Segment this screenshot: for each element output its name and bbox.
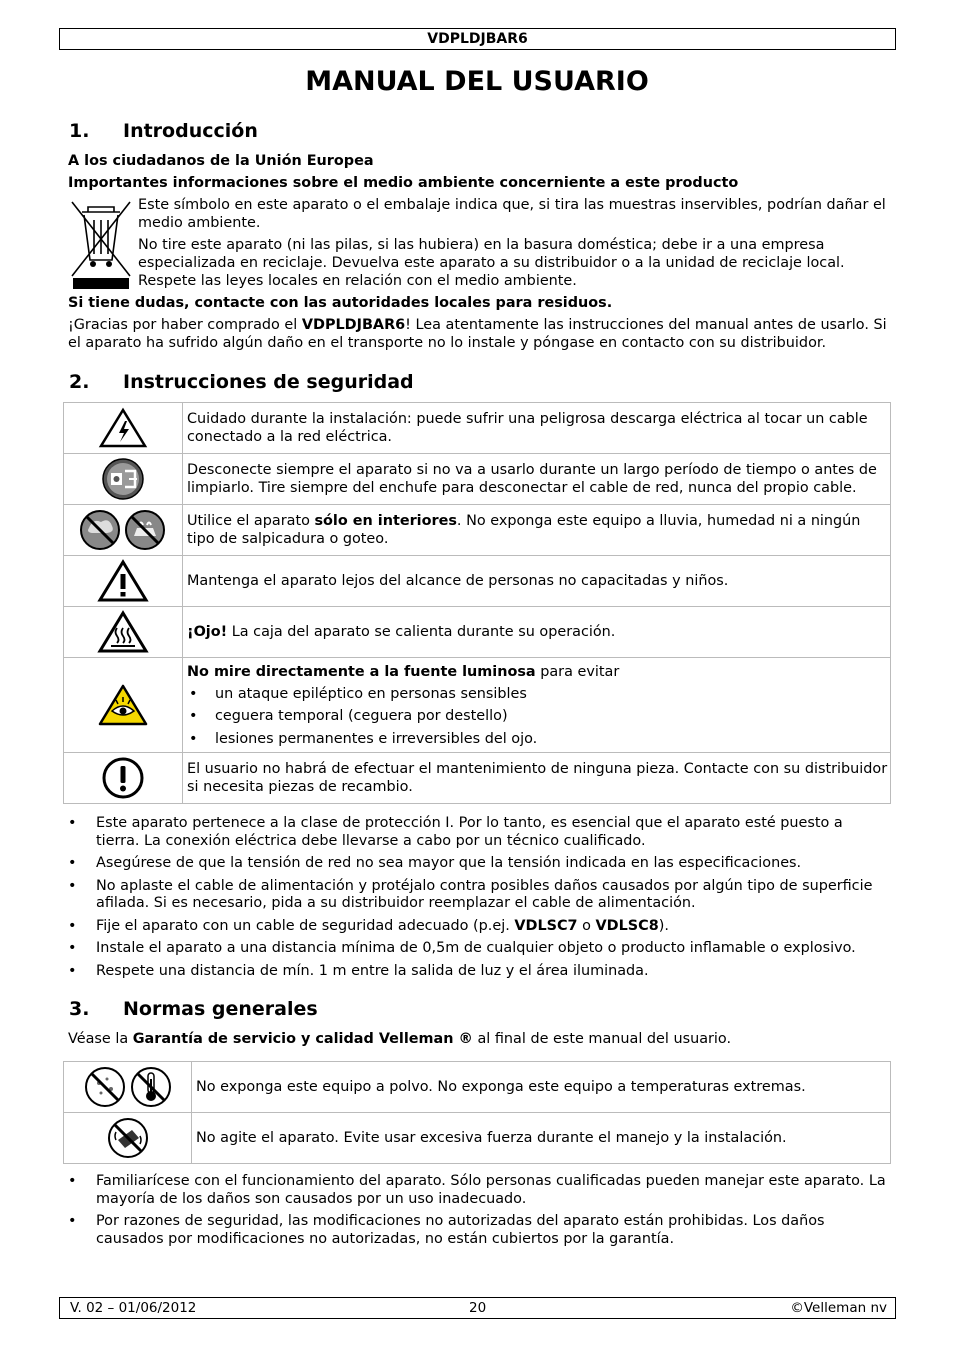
- general-bullet-list: [68, 1173, 888, 1253]
- env-paragraph-2: No tire este aparato (ni las pilas, si las hubiera) en la basura doméstica; debe ir a una empresa especializada en reciclaje. Devuelva este aparato a su distribuidor o a la unidad de reciclaje local. Respete las leyes locales en relación con el medio ambiente.: [138, 237, 845, 289]
- list-item: • Instale el aparato a una distancia mínima de 0,5m de cualquier objeto o producto inflamable o explosivo.: [68, 940, 888, 958]
- rules-row: No agite el aparato. Evite usar excesiva fuerza durante el manejo y la instalación.: [64, 1113, 891, 1164]
- list-item: • Por razones de seguridad, las modificaciones no autorizadas del aparato están prohibidas. Los daños causados por modificaciones no autorizadas, no están cubiertos por la garantía.: [68, 1213, 888, 1248]
- eye-risk-list: [187, 685, 890, 748]
- no-dust-temperature-icon: [64, 1062, 192, 1113]
- indoor-only-icon: [64, 505, 183, 556]
- page-footer: [59, 1297, 896, 1319]
- no-shaking-icon: [64, 1113, 192, 1164]
- safety-row: Mantenga el aparato lejos del alcance de personas no capacitadas y niños.: [64, 556, 891, 607]
- general-rules-table: [63, 1061, 891, 1164]
- safety-row: Utilice el aparato sólo en interiores. No exponga este equipo a lluvia, humedad ni a ningún tipo de salpicadura o goteo.: [64, 505, 891, 556]
- electric-shock-warning-icon: [64, 403, 183, 454]
- env-paragraph-1: Este símbolo en este aparato o el embalaje indica que, si tira las muestras inservibles, podrían dañar el medio ambiente.: [138, 197, 886, 231]
- list-item: • ceguera temporal (ceguera por destello): [187, 707, 890, 725]
- thanks-paragraph: ¡Gracias por haber comprado el VDPLDJBAR6! Lea atentamente las instrucciones del manual antes de usarlo. Si el aparato ha sufrido algún daño en el transporte no lo instale y póngase en contacto con su distribuidor.: [68, 317, 887, 351]
- header-model: VDPLDJBAR6: [427, 31, 528, 47]
- attention-icon: [64, 753, 183, 804]
- general-warning-icon: [64, 556, 183, 607]
- doubt-note: Si tiene dudas, contacte con las autoridades locales para residuos.: [68, 295, 613, 311]
- eye-light-warning-icon: [64, 658, 183, 753]
- safety-row: ¡Ojo! La caja del aparato se calienta durante su operación.: [64, 607, 891, 658]
- env-heading: Importantes informaciones sobre el medio ambiente concerniente a este producto: [68, 175, 739, 191]
- list-item: • Fije el aparato con un cable de seguridad adecuado (p.ej. VDLSC7 o VDLSC8).: [68, 918, 888, 936]
- list-item: • un ataque epiléptico en personas sensibles: [187, 685, 890, 703]
- weee-bin-icon: [68, 196, 134, 292]
- rules-row: No exponga este equipo a polvo. No exponga este equipo a temperaturas extremas.: [64, 1062, 891, 1113]
- section-2-heading: 2. Instrucciones de seguridad: [69, 371, 414, 393]
- copyright: ©Velleman nv: [790, 1300, 887, 1316]
- safety-row: No mire directamente a la fuente luminosa para evitar • un ataque epiléptico en personas sensibles • ceguera temporal (ceguera por destello) • lesiones permanentes e irreversibles del ojo.: [64, 658, 891, 753]
- warranty-note: Véase la Garantía de servicio y calidad Velleman ® al final de este manual del usuario.: [68, 1031, 732, 1047]
- safety-table: [63, 402, 891, 804]
- list-item: • No aplaste el cable de alimentación y protéjalo contra posibles daños causados por algún tipo de superficie afilada. Si es necesario, pida a su distribuidor reemplazar el cable de alimentación.: [68, 878, 888, 913]
- safety-row: El usuario no habrá de efectuar el mantenimiento de ninguna pieza. Contacte con su distribuidor si necesita piezas de recambio.: [64, 753, 891, 804]
- list-item: • Familiarícese con el funcionamiento del aparato. Sólo personas cualificadas pueden manejar este aparato. La mayoría de los daños son causados por un uso inadecuado.: [68, 1173, 888, 1208]
- safety-bullet-list: [68, 815, 888, 985]
- page-number: 20: [469, 1300, 487, 1316]
- hot-surface-icon: [64, 607, 183, 658]
- version-date: V. 02 – 01/06/2012: [70, 1300, 197, 1316]
- unplug-icon: [64, 454, 183, 505]
- list-item: • Este aparato pertenece a la clase de protección I. Por lo tanto, es esencial que el aparato esté puesto a tierra. La conexión eléctrica debe llevarse a cabo por un técnico cualificado.: [68, 815, 888, 850]
- safety-row: Desconecte siempre el aparato si no va a usarlo durante un largo período de tiempo o antes de limpiarlo. Tire siempre del enchufe para desconectar el cable de red, nunca del propio cable.: [64, 454, 891, 505]
- safety-row: Cuidado durante la instalación: puede sufrir una peligrosa descarga eléctrica al tocar un cable conectado a la red eléctrica.: [64, 403, 891, 454]
- page-header: [59, 28, 896, 50]
- page-title: MANUAL DEL USUARIO: [305, 66, 649, 97]
- list-item: • Asegúrese de que la tensión de red no sea mayor que la tensión indicada en las especificaciones.: [68, 855, 888, 873]
- list-item: • Respete una distancia de mín. 1 m entre la salida de luz y el área iluminada.: [68, 963, 888, 981]
- section-1-heading: 1. Introducción: [69, 120, 258, 142]
- section-3-heading: 3. Normas generales: [69, 998, 318, 1020]
- eu-heading: A los ciudadanos de la Unión Europea: [68, 153, 374, 169]
- list-item: • lesiones permanentes e irreversibles del ojo.: [187, 730, 890, 748]
